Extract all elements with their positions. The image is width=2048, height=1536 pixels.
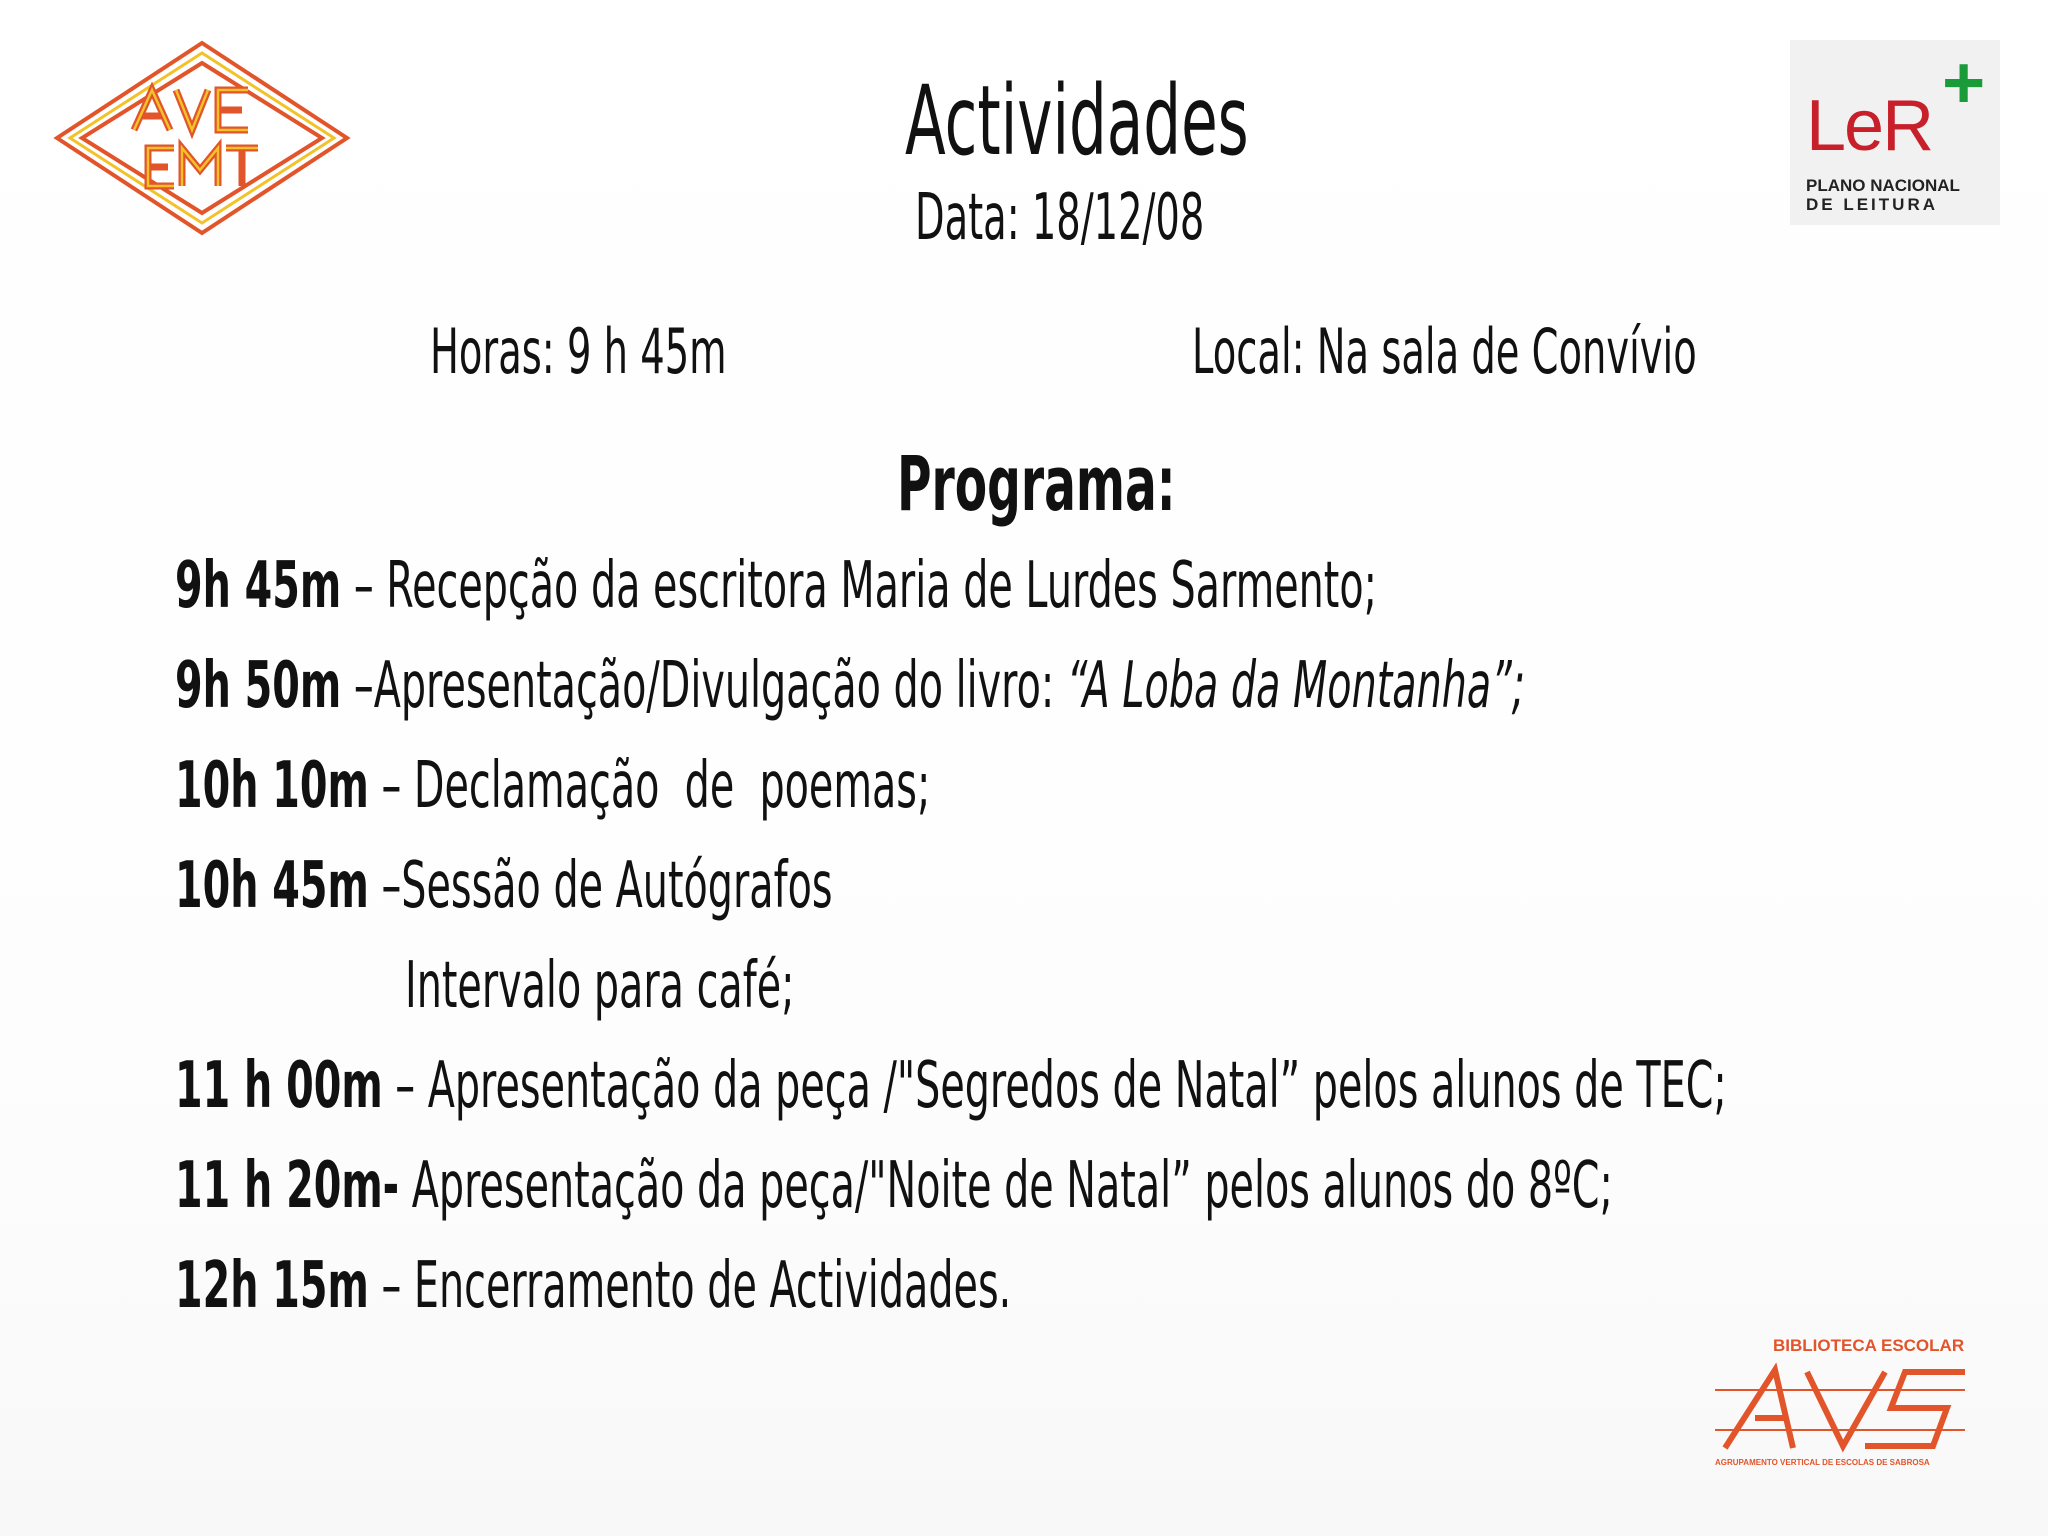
programa-item <box>175 648 1525 724</box>
programa-item <box>175 748 930 824</box>
biblioteca-escolar-logo <box>1705 1336 1985 1486</box>
biblioteca-logo-title: BIBLIOTECA ESCOLAR <box>1773 1336 1965 1355</box>
programa-item-text: – Recepção da escritora Maria de Lurdes Sarmento; <box>341 549 1378 623</box>
programa-item-text: Apresentação da peça/"Noite de Natal” pelos alunos do 8ºC; <box>399 1149 1613 1223</box>
ler-logo-line2: DE LEITURA <box>1806 195 1938 214</box>
programa-item-time: 9h 45m <box>175 549 342 623</box>
biblioteca-logo-subtitle: AGRUPAMENTO VERTICAL DE ESCOLAS DE SABROSA <box>1715 1458 1930 1467</box>
programa-item-text: – Apresentação da peça /"Segredos de Natal” pelos alunos de TEC; <box>382 1049 1727 1123</box>
programa-item-text: – Encerramento de Actividades. <box>368 1249 1012 1323</box>
programa-item-time: 10h 45m <box>175 849 369 923</box>
programa-item <box>175 1248 1011 1324</box>
programa-item-note <box>405 948 794 1024</box>
programa-item-text: –Sessão de Autógrafos <box>368 849 833 923</box>
programa-item-book-title: “A Loba da Montanha”; <box>1066 649 1526 723</box>
page-title: Actividades <box>905 65 1249 177</box>
programa-item-time: 10h 10m <box>175 749 369 823</box>
ave-emt-logo-icon <box>52 38 352 238</box>
programa-item <box>175 548 1377 624</box>
programa-item <box>175 1148 1613 1224</box>
programa-note-text: Intervalo para café; <box>405 949 795 1023</box>
programa-item-text: –Apresentação/Divulgação do livro: <box>341 649 1067 723</box>
programa-item-time: 11 h 20m- <box>175 1149 400 1223</box>
ler-logo-word: LeR <box>1806 86 1933 166</box>
ler-plano-nacional-logo <box>1790 40 2000 225</box>
event-hours: Horas: 9 h 45m <box>430 315 727 388</box>
programa-heading: Programa: <box>897 439 1176 528</box>
programa-item-time: 9h 50m <box>175 649 342 723</box>
event-location: Local: Na sala de Convívio <box>1192 315 1697 388</box>
programa-item <box>175 1048 1727 1124</box>
programa-item-time: 12h 15m <box>175 1249 369 1323</box>
ler-logo-line1: PLANO NACIONAL <box>1806 176 1960 195</box>
event-date: Data: 18/12/08 <box>915 181 1205 255</box>
aves-logo-icon <box>1715 1360 1977 1456</box>
programa-item <box>175 848 833 924</box>
programa-item-time: 11 h 00m <box>175 1049 383 1123</box>
ler-logo-plus-icon: + <box>1942 41 1986 124</box>
programa-item-text: – Declamação de poemas; <box>368 749 931 823</box>
